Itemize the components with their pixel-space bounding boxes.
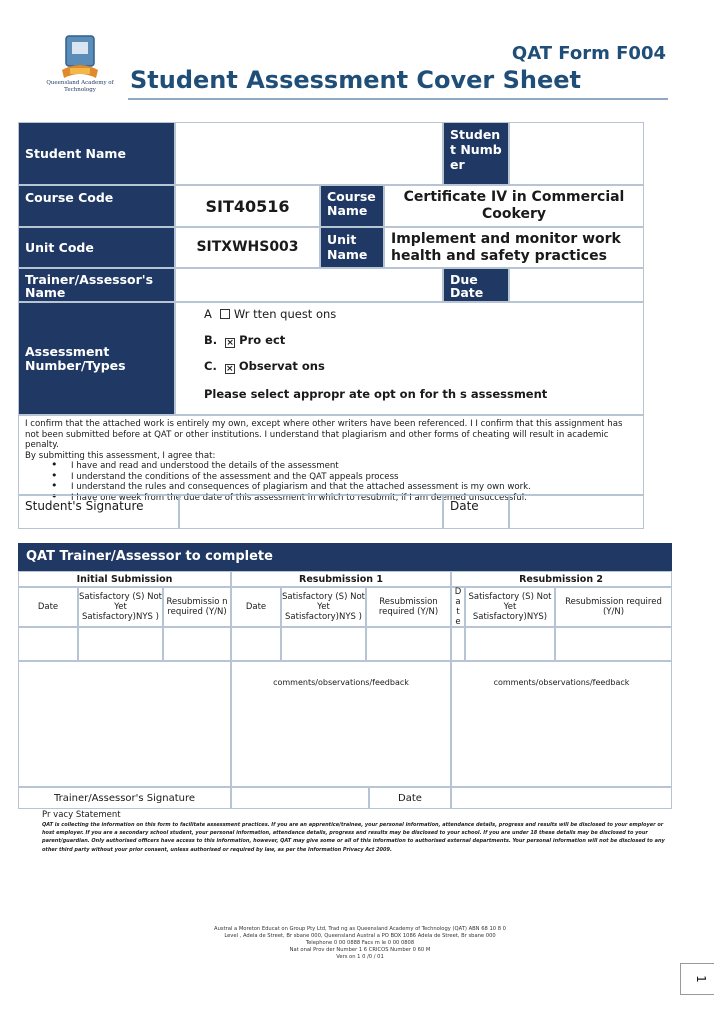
option-a-text: Wr tten quest ons	[233, 307, 337, 321]
entry-sat-2[interactable]	[281, 627, 366, 661]
trainer-name-label	[18, 268, 175, 302]
col-resub-req-1: Resubmissio n required (Y/N)	[163, 587, 231, 627]
course-name-label	[320, 185, 384, 227]
comments-initial[interactable]	[18, 661, 231, 787]
course-name-value	[384, 185, 644, 227]
col-date-3: D a t e	[451, 587, 465, 627]
col-sat-3: Satisfactory (S) Not Yet Satisfactory)NYS)	[465, 587, 555, 627]
entry-sat-1[interactable]	[78, 627, 163, 661]
course-name-label-text: Course Name	[327, 189, 376, 218]
option-a-letter: A	[204, 307, 212, 321]
unit-code-text: SITXWHS003	[196, 239, 299, 255]
unit-code-label-text: Unit Code	[25, 240, 94, 255]
footer-line-5: Vers on 1 0 /0 / 01	[336, 954, 384, 960]
resubmission-2-header: Resubmission 2	[451, 571, 672, 587]
trainer-date-field[interactable]	[451, 787, 672, 809]
col-sat-2: Satisfactory (S) Not Yet Satisfactory)NYS )	[281, 587, 366, 627]
checkbox-b-checked-icon[interactable]: ×	[226, 338, 234, 348]
unit-code-label	[18, 227, 175, 268]
trainer-signature-field[interactable]	[231, 787, 369, 809]
page-title: Student Assessment Cover Sheet	[130, 66, 582, 94]
assessment-types-label	[18, 302, 175, 415]
page-number	[680, 963, 714, 995]
student-signature-label: Student's Signature	[18, 495, 179, 529]
entry-resub-2[interactable]	[366, 627, 451, 661]
entry-sat-3[interactable]	[465, 627, 555, 661]
declaration-intro: I confirm that the attached work is entirely my own, except where other writers have been referenced. I I confirm that this assignment has not been submitted before at QAT or other institutions. I understand that plagiarism and other forms of cheating will result in academic penalty.	[25, 419, 623, 450]
student-name-label-text: Student Name	[25, 146, 126, 161]
trainer-name-field[interactable]	[175, 268, 443, 302]
qat-logo	[46, 30, 114, 98]
privacy-text: QAT is collecting the information on this form to facilitate assessment practices. If you are an apprentice/trainee, your personal information, attendance details, progress and results will be disclosed to your employer or host employer. If you are a secondary school student, your personal information, attendance details, progress and results may be disclosed to your school. If you are under 18 these details may be disclosed to your parent/guardian. Only authorised officers have access to this information, however, QAT may give some or all of this information to authorised external departments. Your personal information will not be disclosed to any other third party without your prior consent, unless authorised or required by law, as per the Information Privacy Act 2009.	[42, 822, 665, 853]
course-code-value	[175, 185, 320, 227]
col-date-1: Date	[18, 587, 78, 627]
col-date-2: Date	[231, 587, 281, 627]
unit-name-label-text: Unit Name	[327, 232, 368, 262]
initial-submission-header: Initial Submission	[18, 571, 231, 587]
footer-line-4: Nat onal Prov der Number 1 6 CRICOS Number 0 60 M	[289, 947, 431, 953]
privacy-title: Pr vacy Statement	[42, 810, 121, 820]
col-sat-1: Satisfactory (S) Not Yet Satisfactory)NYS )	[78, 587, 163, 627]
due-date-label	[443, 268, 509, 302]
declaration-box	[18, 415, 644, 503]
student-date-field[interactable]	[509, 495, 644, 529]
trainer-signature-label: Trainer/Assessor's Signature	[18, 787, 231, 809]
assessment-types-label-text: Assessment Number/Types	[25, 343, 126, 373]
option-c-letter: C.	[204, 359, 217, 373]
option-a[interactable]	[204, 307, 336, 321]
checkbox-c-checked-icon[interactable]: ×	[226, 364, 234, 374]
entry-date-3[interactable]	[451, 627, 465, 661]
comments-resub-1[interactable]: comments/observations/feedback	[231, 661, 451, 787]
comments-resub-2[interactable]: comments/observations/feedback	[451, 661, 672, 787]
entry-date-2[interactable]	[231, 627, 281, 661]
logo-text: Queensland Academy of Technology	[46, 80, 114, 93]
student-name-label	[18, 122, 175, 185]
student-signature-field[interactable]	[179, 495, 443, 529]
assessment-options-area	[175, 302, 644, 415]
option-b[interactable]	[204, 333, 285, 348]
due-date-field[interactable]	[509, 268, 644, 302]
option-b-letter: B.	[204, 333, 218, 347]
option-b-text: Pro ect	[239, 333, 286, 347]
col-resub-req-2: Resubmission required (Y/N)	[366, 587, 451, 627]
page-number-text: 1	[693, 975, 708, 983]
student-number-label-text: Student Number	[450, 127, 502, 172]
declaration-agree: By submitting this assessment, I agree that:	[25, 450, 216, 461]
entry-date-1[interactable]	[18, 627, 78, 661]
student-date-label: Date	[443, 495, 509, 529]
entry-resub-3[interactable]	[555, 627, 672, 661]
list-item: • I have and read and understood the details of the assessment	[51, 461, 637, 472]
trainer-date-label: Date	[369, 787, 451, 809]
checkbox-a[interactable]	[220, 309, 230, 319]
footer-line-3: Telephone 0 00 0888 Facs m le 0 00 0808	[305, 940, 415, 946]
course-code-label	[18, 185, 175, 227]
form-code: QAT Form F004	[511, 43, 666, 64]
student-name-field[interactable]	[175, 122, 443, 185]
student-number-label	[443, 122, 509, 185]
student-number-field[interactable]	[509, 122, 644, 185]
unit-name-value	[384, 227, 644, 268]
footer-line-2: Level , Adela de Street, Br sbane 000, Queensland Austral a PO BOX 1086 Adela de Street, Br sbane 000	[224, 933, 496, 939]
list-item: • I understand the conditions of the assessment and the QAT appeals process	[51, 472, 637, 483]
list-item: • I understand the rules and consequences of plagiarism and that the attached assessment is my own work.	[51, 482, 637, 493]
title-divider	[128, 98, 668, 100]
resubmission-1-header: Resubmission 1	[231, 571, 451, 587]
footer-line-1: Austral a Moreton Educat on Group Pty Ltd, Trad ng as Queensland Academy of Technology (QAT) ABN 68 10 8 0	[214, 926, 506, 932]
select-note: Please select appropr ate opt on for th s assessment	[204, 387, 548, 401]
option-c[interactable]	[204, 359, 325, 374]
unit-name-text: Implement and monitor work health and safety practices	[391, 230, 621, 264]
due-date-label-text: Due Date	[450, 272, 484, 300]
course-code-text: SIT40516	[205, 196, 290, 216]
course-code-label-text: Course Code	[25, 190, 114, 205]
option-c-text: Observat ons	[238, 359, 325, 373]
list-item: • I have one week from the due date of this assessment in which to resubmit, if I am deemed unsuccessful.	[51, 493, 637, 504]
entry-resub-1[interactable]	[163, 627, 231, 661]
trainer-section-heading: QAT Trainer/Assessor to complete	[18, 543, 672, 571]
unit-code-value	[175, 227, 320, 268]
col-resub-req-3: Resubmission required (Y/N)	[555, 587, 672, 627]
trainer-name-label-text: Trainer/Assessor's Name	[25, 272, 154, 300]
unit-name-label	[320, 227, 384, 268]
course-name-text: Certificate IV in Commercial Cookery	[403, 189, 625, 222]
